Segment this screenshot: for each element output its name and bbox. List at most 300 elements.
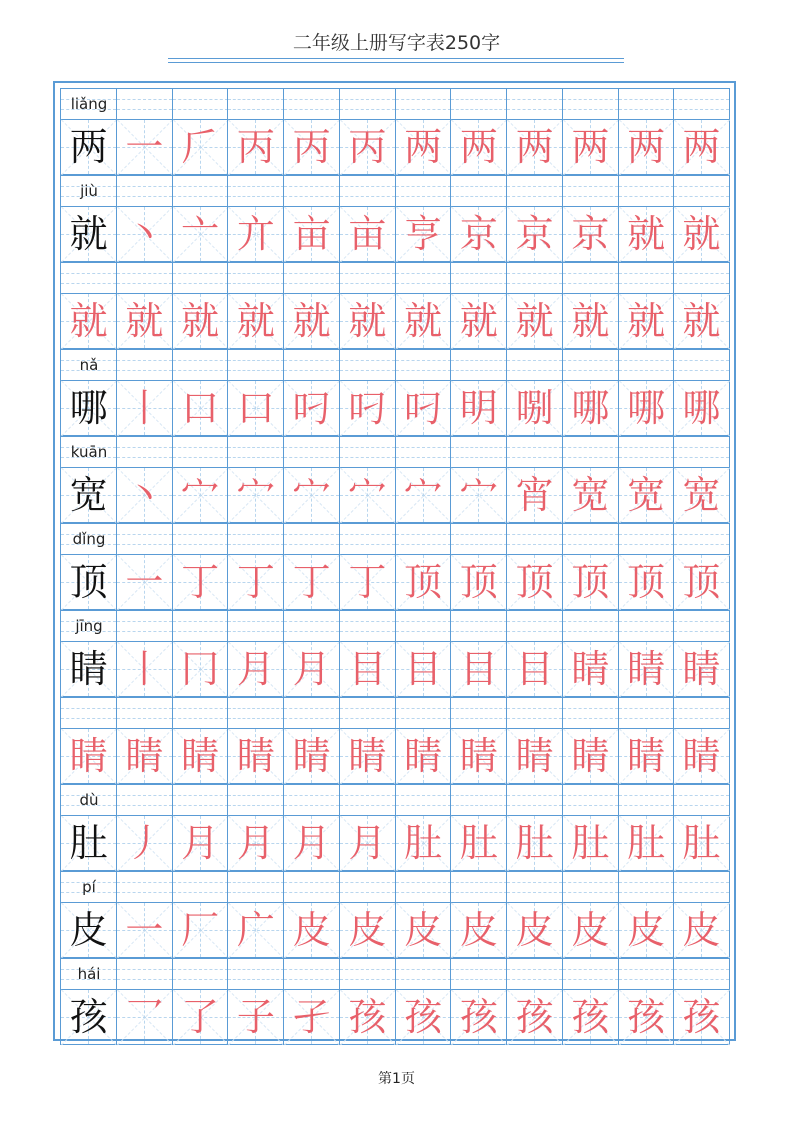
pinyin-cell	[673, 88, 729, 119]
trace-character: 孩	[459, 995, 498, 1039]
pinyin-row	[60, 88, 729, 119]
trace-character: 睛	[404, 734, 443, 778]
pinyin-cell	[562, 958, 618, 989]
stroke-order-cell	[227, 293, 283, 349]
stroke-order-cell	[562, 119, 618, 175]
pinyin-cell	[506, 784, 562, 815]
stroke-order-cell	[395, 554, 451, 610]
stroke-order-cell	[116, 380, 172, 436]
pinyin-row	[60, 784, 729, 815]
pinyin-cell	[562, 262, 618, 293]
stroke-order-cell	[506, 815, 562, 871]
trace-character: 肚	[627, 821, 666, 865]
pinyin-cell	[562, 610, 618, 641]
stroke-order-cell	[172, 815, 228, 871]
trace-character: 叼	[292, 386, 331, 430]
stroke-order-cell	[618, 815, 674, 871]
stroke-order-cell	[227, 989, 283, 1045]
pinyin-label: nǎ	[79, 356, 99, 374]
trace-character: 哪	[571, 386, 610, 430]
trace-character: 京	[459, 212, 498, 256]
pinyin-cell	[283, 436, 339, 467]
pinyin-cell	[283, 175, 339, 206]
pinyin-cell	[618, 262, 674, 293]
trace-character: 就	[515, 299, 554, 343]
stroke-order-cell	[339, 902, 395, 958]
stroke-order-cell	[283, 380, 339, 436]
pinyin-row	[60, 436, 729, 467]
stroke-order-cell	[339, 815, 395, 871]
trace-character: 哪	[682, 386, 721, 430]
pinyin-cell	[283, 262, 339, 293]
trace-character: 皮	[459, 908, 498, 952]
pinyin-cell	[60, 871, 116, 902]
pinyin-cell	[395, 610, 451, 641]
trace-character: 宀	[236, 473, 275, 517]
trace-character: 丁	[236, 560, 275, 604]
stroke-order-cell	[562, 380, 618, 436]
trace-character: 皮	[682, 908, 721, 952]
stroke-order-cell	[673, 641, 729, 697]
model-character-cell	[60, 206, 116, 262]
model-character: 肚	[69, 821, 108, 865]
stroke-order-cell	[283, 293, 339, 349]
trace-character: 口	[181, 386, 220, 430]
pinyin-cell	[172, 262, 228, 293]
trace-character: 顶	[404, 560, 443, 604]
pinyin-cell	[172, 871, 228, 902]
trace-character: 就	[682, 212, 721, 256]
pinyin-cell	[450, 958, 506, 989]
model-character: 睛	[69, 647, 108, 691]
pinyin-label: kuān	[70, 443, 108, 461]
pinyin-cell	[562, 697, 618, 728]
stroke-order-cell	[562, 206, 618, 262]
pinyin-cell	[450, 262, 506, 293]
pinyin-label: dù	[79, 791, 99, 809]
stroke-order-cell	[116, 206, 172, 262]
pinyin-cell	[618, 436, 674, 467]
trace-character: 肚	[515, 821, 554, 865]
pinyin-cell	[283, 958, 339, 989]
pinyin-cell	[339, 871, 395, 902]
trace-character: 丁	[181, 560, 220, 604]
pinyin-cell	[395, 175, 451, 206]
stroke-order-cell	[673, 815, 729, 871]
pinyin-cell	[60, 436, 116, 467]
trace-character: 就	[682, 299, 721, 343]
trace-character: 子	[236, 995, 275, 1039]
pinyin-cell	[673, 697, 729, 728]
stroke-order-cell	[227, 641, 283, 697]
trace-character: 睛	[125, 734, 164, 778]
pinyin-row	[60, 523, 729, 554]
trace-character: 了	[181, 995, 220, 1039]
stroke-order-cell	[339, 467, 395, 523]
stroke-order-cell	[395, 119, 451, 175]
stroke-order-cell	[172, 119, 228, 175]
stroke-order-cell	[562, 902, 618, 958]
pinyin-cell	[116, 523, 172, 554]
pinyin-label: jīng	[75, 617, 103, 635]
trace-character: 肚	[404, 821, 443, 865]
pinyin-cell	[506, 88, 562, 119]
trace-character: 皮	[627, 908, 666, 952]
stroke-order-cell	[283, 641, 339, 697]
pinyin-row	[60, 349, 729, 380]
pinyin-cell	[673, 871, 729, 902]
pinyin-cell	[227, 958, 283, 989]
trace-character: 亩	[348, 212, 387, 256]
pinyin-cell	[562, 523, 618, 554]
stroke-order-cell	[227, 119, 283, 175]
trace-character: 乛	[125, 995, 164, 1039]
pinyin-label: jiù	[80, 182, 98, 200]
trace-character: 就	[348, 299, 387, 343]
trace-character: 厂	[181, 908, 220, 952]
trace-character: 两	[515, 125, 554, 169]
pinyin-cell	[339, 88, 395, 119]
pinyin-cell	[618, 88, 674, 119]
pinyin-cell	[339, 349, 395, 380]
stroke-order-cell	[172, 293, 228, 349]
trace-character: 睛	[292, 734, 331, 778]
stroke-order-cell	[395, 902, 451, 958]
stroke-order-cell	[227, 206, 283, 262]
pinyin-label: dǐng	[72, 530, 106, 548]
pinyin-cell	[227, 175, 283, 206]
trace-character: 目	[404, 647, 443, 691]
pinyin-cell	[673, 610, 729, 641]
pinyin-row	[60, 262, 729, 293]
pinyin-label: liǎng	[70, 95, 108, 113]
trace-character: 丁	[348, 560, 387, 604]
stroke-order-cell	[450, 554, 506, 610]
trace-character: 月	[236, 821, 275, 865]
stroke-order-cell	[618, 728, 674, 784]
character-row	[60, 293, 729, 349]
stroke-order-cell	[673, 902, 729, 958]
trace-character: 睛	[571, 647, 610, 691]
stroke-order-cell	[673, 119, 729, 175]
stroke-order-cell	[506, 989, 562, 1045]
stroke-order-cell	[450, 206, 506, 262]
pinyin-cell	[227, 697, 283, 728]
stroke-order-cell	[618, 467, 674, 523]
pinyin-cell	[60, 262, 116, 293]
stroke-order-cell	[283, 467, 339, 523]
character-row	[60, 815, 729, 871]
stroke-order-cell	[395, 815, 451, 871]
pinyin-cell	[450, 871, 506, 902]
trace-character: 皮	[292, 908, 331, 952]
trace-character: 月	[292, 647, 331, 691]
trace-character: 目	[459, 647, 498, 691]
stroke-order-cell	[172, 554, 228, 610]
pinyin-cell	[339, 958, 395, 989]
trace-character: 冂	[181, 647, 220, 691]
trace-character: 顶	[682, 560, 721, 604]
pinyin-cell	[60, 523, 116, 554]
stroke-order-cell	[450, 815, 506, 871]
pinyin-cell	[116, 610, 172, 641]
model-character: 就	[69, 212, 108, 256]
pinyin-cell	[227, 871, 283, 902]
stroke-order-cell	[450, 902, 506, 958]
trace-character: 孑	[292, 995, 331, 1039]
trace-character: 睛	[682, 647, 721, 691]
stroke-order-cell	[395, 293, 451, 349]
trace-character: 就	[181, 299, 220, 343]
pinyin-cell	[450, 349, 506, 380]
trace-character: 𠂆	[181, 125, 220, 169]
pinyin-cell	[673, 262, 729, 293]
pinyin-cell	[395, 436, 451, 467]
trace-character: 顶	[515, 560, 554, 604]
pinyin-cell	[339, 784, 395, 815]
pinyin-cell	[227, 88, 283, 119]
stroke-order-cell	[673, 467, 729, 523]
stroke-order-cell	[618, 641, 674, 697]
stroke-order-cell	[172, 380, 228, 436]
trace-character: 睛	[627, 734, 666, 778]
pinyin-cell	[339, 436, 395, 467]
trace-character: 丨	[125, 647, 164, 691]
pinyin-cell	[172, 175, 228, 206]
trace-character: 广	[236, 908, 275, 952]
pinyin-cell	[116, 175, 172, 206]
trace-character: 睛	[682, 734, 721, 778]
trace-character: 京	[515, 212, 554, 256]
stroke-order-cell	[339, 728, 395, 784]
trace-character: 孩	[348, 995, 387, 1039]
stroke-order-cell	[618, 554, 674, 610]
trace-character: 哵	[515, 386, 554, 430]
trace-character: 两	[404, 125, 443, 169]
pinyin-cell	[116, 958, 172, 989]
trace-character: 两	[682, 125, 721, 169]
pinyin-row	[60, 871, 729, 902]
trace-character: 口	[236, 386, 275, 430]
stroke-order-cell	[506, 641, 562, 697]
pinyin-row	[60, 958, 729, 989]
stroke-order-cell	[450, 119, 506, 175]
pinyin-cell	[283, 784, 339, 815]
pinyin-cell	[618, 697, 674, 728]
pinyin-cell	[116, 88, 172, 119]
trace-character: 丙	[292, 125, 331, 169]
pinyin-cell	[450, 175, 506, 206]
pinyin-cell	[506, 523, 562, 554]
model-character: 两	[69, 125, 108, 169]
model-character: 宽	[69, 473, 108, 517]
trace-character: 宀	[404, 473, 443, 517]
trace-character: 明	[459, 386, 498, 430]
pinyin-cell	[339, 697, 395, 728]
trace-character: 宀	[348, 473, 387, 517]
trace-character: 就	[236, 299, 275, 343]
pinyin-label: pí	[82, 878, 96, 896]
stroke-order-cell	[562, 989, 618, 1045]
trace-character: 睛	[627, 647, 666, 691]
pinyin-cell	[227, 349, 283, 380]
pinyin-cell	[395, 784, 451, 815]
trace-character: 月	[181, 821, 220, 865]
stroke-order-cell	[562, 293, 618, 349]
trace-character: 京	[571, 212, 610, 256]
trace-character: 亩	[292, 212, 331, 256]
pinyin-cell	[172, 436, 228, 467]
pinyin-cell	[506, 958, 562, 989]
pinyin-cell	[450, 697, 506, 728]
trace-character: 顶	[627, 560, 666, 604]
character-row	[60, 554, 729, 610]
stroke-order-cell	[283, 554, 339, 610]
model-character-cell	[60, 119, 116, 175]
pinyin-cell	[618, 349, 674, 380]
pinyin-cell	[116, 784, 172, 815]
pinyin-cell	[395, 523, 451, 554]
trace-character: 宀	[292, 473, 331, 517]
pinyin-cell	[116, 436, 172, 467]
stroke-order-cell	[339, 554, 395, 610]
pinyin-cell	[227, 523, 283, 554]
stroke-order-cell	[618, 380, 674, 436]
stroke-order-cell	[395, 728, 451, 784]
pinyin-cell	[283, 523, 339, 554]
pinyin-cell	[618, 958, 674, 989]
stroke-order-cell	[227, 380, 283, 436]
pinyin-cell	[618, 784, 674, 815]
pinyin-cell	[450, 88, 506, 119]
pinyin-cell	[283, 697, 339, 728]
model-character-cell	[60, 902, 116, 958]
model-character-cell	[60, 293, 116, 349]
trace-character: 月	[236, 647, 275, 691]
trace-character: 睛	[515, 734, 554, 778]
stroke-order-cell	[339, 641, 395, 697]
stroke-order-cell	[673, 206, 729, 262]
pinyin-cell	[283, 871, 339, 902]
trace-character: 就	[627, 299, 666, 343]
pinyin-cell	[227, 262, 283, 293]
pinyin-cell	[562, 175, 618, 206]
model-character: 哪	[69, 386, 108, 430]
pinyin-cell	[562, 871, 618, 902]
stroke-order-cell	[506, 554, 562, 610]
pinyin-cell	[395, 262, 451, 293]
pinyin-cell	[283, 88, 339, 119]
pinyin-cell	[395, 958, 451, 989]
pinyin-cell	[562, 784, 618, 815]
pinyin-cell	[450, 784, 506, 815]
stroke-order-cell	[283, 206, 339, 262]
model-character: 顶	[69, 560, 108, 604]
pinyin-cell	[618, 871, 674, 902]
character-row	[60, 728, 729, 784]
stroke-order-cell	[562, 554, 618, 610]
stroke-order-cell	[227, 554, 283, 610]
character-row	[60, 989, 729, 1045]
trace-character: 叼	[348, 386, 387, 430]
pinyin-cell	[506, 697, 562, 728]
page-title: 二年级上册写字表250字	[292, 32, 501, 54]
trace-character: 皮	[515, 908, 554, 952]
pinyin-cell	[673, 436, 729, 467]
stroke-order-cell	[283, 989, 339, 1045]
stroke-order-cell	[395, 206, 451, 262]
pinyin-cell	[116, 349, 172, 380]
stroke-order-cell	[339, 206, 395, 262]
stroke-order-cell	[395, 467, 451, 523]
pinyin-cell	[339, 175, 395, 206]
stroke-order-cell	[172, 641, 228, 697]
character-row	[60, 902, 729, 958]
pinyin-cell	[172, 610, 228, 641]
trace-character: 孩	[515, 995, 554, 1039]
stroke-order-cell	[618, 989, 674, 1045]
stroke-order-cell	[673, 989, 729, 1045]
trace-character: 宀	[181, 473, 220, 517]
trace-character: 丶	[125, 212, 164, 256]
stroke-order-cell	[116, 728, 172, 784]
stroke-order-cell	[506, 380, 562, 436]
trace-character: 两	[459, 125, 498, 169]
pinyin-cell	[673, 349, 729, 380]
trace-character: 就	[69, 299, 108, 343]
pinyin-cell	[562, 88, 618, 119]
stroke-order-cell	[673, 728, 729, 784]
pinyin-row	[60, 175, 729, 206]
pinyin-cell	[450, 523, 506, 554]
model-character-cell	[60, 989, 116, 1045]
pinyin-cell	[227, 784, 283, 815]
stroke-order-cell	[339, 380, 395, 436]
trace-character: 一	[125, 560, 164, 604]
trace-character: 丶	[125, 473, 164, 517]
pinyin-cell	[450, 610, 506, 641]
pinyin-cell	[172, 784, 228, 815]
pinyin-cell	[562, 436, 618, 467]
writing-grid	[60, 88, 729, 1039]
trace-character: 丙	[348, 125, 387, 169]
trace-character: 孩	[571, 995, 610, 1039]
pinyin-cell	[395, 871, 451, 902]
pinyin-cell	[172, 697, 228, 728]
stroke-order-cell	[450, 293, 506, 349]
stroke-order-cell	[562, 728, 618, 784]
stroke-order-cell	[116, 119, 172, 175]
stroke-order-cell	[227, 902, 283, 958]
stroke-order-cell	[450, 641, 506, 697]
pinyin-cell	[60, 349, 116, 380]
trace-character: 目	[515, 647, 554, 691]
pinyin-cell	[506, 175, 562, 206]
page-number: 第1页	[378, 1071, 415, 1087]
pinyin-cell	[395, 88, 451, 119]
trace-character: 一	[125, 125, 164, 169]
trace-character: 顶	[459, 560, 498, 604]
trace-character: 睛	[571, 734, 610, 778]
pinyin-cell	[506, 349, 562, 380]
stroke-order-cell	[506, 206, 562, 262]
stroke-order-cell	[116, 641, 172, 697]
trace-character: 月	[292, 821, 331, 865]
stroke-order-cell	[673, 554, 729, 610]
stroke-order-cell	[395, 989, 451, 1045]
pinyin-label: hái	[77, 965, 101, 983]
pinyin-cell	[283, 349, 339, 380]
